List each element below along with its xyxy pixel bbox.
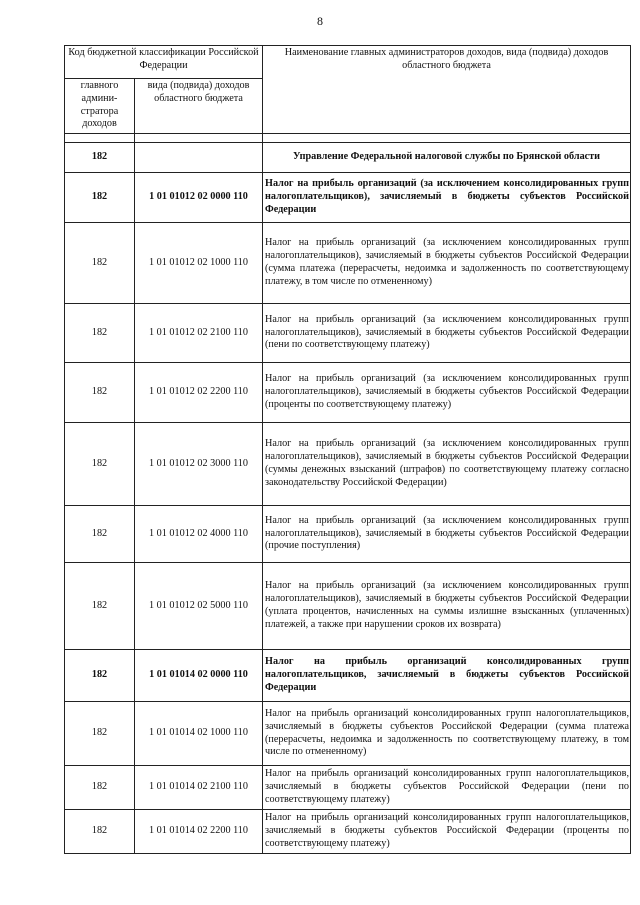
income-code-cell: 1 01 01012 02 0000 110 (135, 173, 263, 223)
description-cell: Налог на прибыль организаций (за исключением консолидированных групп налогоплательщиков), зачисляемый в бюджеты субъектов Российской Федерации (263, 173, 631, 223)
admin-code-cell: 182 (65, 143, 135, 173)
income-code-cell: 1 01 01012 02 4000 110 (135, 506, 263, 563)
description-cell: Налог на прибыль организаций консолидированных групп налогоплательщиков, зачисляемый в бюджеты субъектов Российской Федерации (пени по соответствующему платежу) (263, 766, 631, 810)
description-cell: Управление Федеральной налоговой службы по Брянской области (263, 143, 631, 173)
budget-classification-table (64, 45, 631, 854)
admin-code-cell: 182 (65, 363, 135, 423)
admin-code-cell: 182 (65, 650, 135, 702)
admin-code-cell: 182 (65, 810, 135, 854)
income-code-cell: 1 01 01012 02 1000 110 (135, 223, 263, 304)
table-row (65, 810, 631, 854)
admin-code-cell: 182 (65, 423, 135, 506)
description-cell: Налог на прибыль организаций (за исключением консолидированных групп налогоплательщиков), зачисляемый в бюджеты субъектов Российской Федерации (проценты по соответствующему платежу) (263, 363, 631, 423)
table-row (65, 363, 631, 423)
description-cell: Налог на прибыль организаций (за исключением консолидированных групп налогоплательщиков), зачисляемый в бюджеты субъектов Российской Федерации (прочие поступления) (263, 506, 631, 563)
description-cell: Налог на прибыль организаций (за исключением консолидированных групп налогоплательщиков), зачисляемый в бюджеты субъектов Российской Федерации (пени по соответствующему платежу) (263, 304, 631, 363)
income-code-cell: 1 01 01012 02 5000 110 (135, 563, 263, 650)
table-row (65, 304, 631, 363)
admin-code-cell: 182 (65, 304, 135, 363)
table-row (65, 223, 631, 304)
description-cell: Налог на прибыль организаций (за исключением консолидированных групп налогоплательщиков), зачисляемый в бюджеты субъектов Российской Федерации (сумма платежа (перерасчеты, недоимка и задолженность по соответствующему платежу, в том числе по отмененному) (263, 223, 631, 304)
income-code-cell: 1 01 01014 02 2200 110 (135, 810, 263, 854)
table-row (65, 766, 631, 810)
description-cell: Налог на прибыль организаций консолидированных групп налогоплательщиков, зачисляемый в бюджеты субъектов Российской Федерации (проценты по соответствующему платежу) (263, 810, 631, 854)
page-number: 8 (317, 14, 323, 28)
table-row (65, 173, 631, 223)
header-type-column: вида (подвида) доходов областного бюджета (135, 79, 263, 134)
admin-code-cell: 182 (65, 506, 135, 563)
table-row (65, 650, 631, 702)
table-row (65, 143, 631, 173)
income-code-cell: 1 01 01012 02 2200 110 (135, 363, 263, 423)
table-row (65, 423, 631, 506)
admin-code-cell: 182 (65, 702, 135, 766)
header-admin-column: главного админи-стратора доходов (65, 79, 135, 134)
table-row (65, 506, 631, 563)
income-code-cell: 1 01 01014 02 2100 110 (135, 766, 263, 810)
description-cell: Налог на прибыль организаций (за исключением консолидированных групп налогоплательщиков), зачисляемый в бюджеты субъектов Российской Федерации (суммы денежных взысканий (штрафов) по соответствующему платежу согласно законодательству Российской Федерации) (263, 423, 631, 506)
description-cell: Налог на прибыль организаций консолидированных групп налогоплательщиков, зачисляемый в бюджеты субъектов Российской Федерации (сумма платежа (перерасчеты, недоимка и задолженность по соответствующему платежу, в том числе по отмененному) (263, 702, 631, 766)
income-code-cell: 1 01 01014 02 0000 110 (135, 650, 263, 702)
income-code-cell (135, 143, 263, 173)
header-row-1 (65, 46, 631, 79)
separator-row (65, 134, 631, 143)
income-code-cell: 1 01 01012 02 2100 110 (135, 304, 263, 363)
income-code-cell: 1 01 01012 02 3000 110 (135, 423, 263, 506)
admin-code-cell: 182 (65, 223, 135, 304)
description-cell: Налог на прибыль организаций консолидированных групп налогоплательщиков, зачисляемый в бюджеты субъектов Российской Федерации (263, 650, 631, 702)
income-code-cell: 1 01 01014 02 1000 110 (135, 702, 263, 766)
description-cell: Налог на прибыль организаций (за исключением консолидированных групп налогоплательщиков), зачисляемый в бюджеты субъектов Российской Федерации (уплата процентов, начисленных на суммы излишне взысканных (уплаченных) платежей, а также при нарушении сроков их возврата) (263, 563, 631, 650)
header-name-column: Наименование главных администраторов доходов, вида (подвида) доходов областного бюджета (263, 46, 631, 134)
table-row (65, 702, 631, 766)
header-kbk-title: Код бюджетной классификации Российской Федерации (65, 46, 263, 79)
table-row (65, 563, 631, 650)
admin-code-cell: 182 (65, 766, 135, 810)
admin-code-cell: 182 (65, 563, 135, 650)
admin-code-cell: 182 (65, 173, 135, 223)
